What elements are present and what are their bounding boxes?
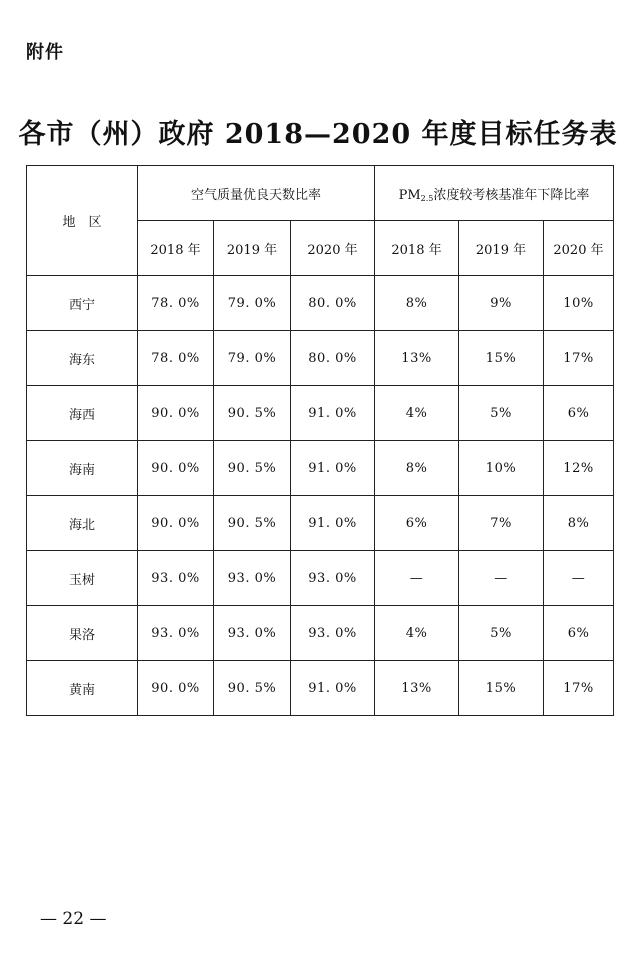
region-name: 海东: [27, 331, 138, 386]
aq-value: 91. 0%: [291, 496, 375, 551]
pm-value: 10%: [544, 276, 614, 331]
air-quality-group-header: 空气质量优良天数比率: [138, 166, 375, 221]
pm-value: 5%: [459, 606, 544, 661]
pm-value: 15%: [459, 331, 544, 386]
aq-value: 90. 5%: [214, 496, 291, 551]
pm-value: 6%: [375, 496, 459, 551]
table-row: [27, 276, 614, 331]
region-name: 黄南: [27, 661, 138, 716]
pm-value: 8%: [375, 276, 459, 331]
aq-value: 91. 0%: [291, 441, 375, 496]
pm-value: 4%: [375, 386, 459, 441]
pm-value: 17%: [544, 661, 614, 716]
aq-value: 93. 0%: [214, 551, 291, 606]
pm-suffix: 浓度较考核基准年下降比率: [433, 187, 590, 203]
year-header-pm-2019: 2019 年: [459, 221, 544, 276]
table-row: [27, 661, 614, 716]
pm-value: —: [544, 551, 614, 606]
aq-value: 90. 0%: [138, 386, 214, 441]
pm-value: 13%: [375, 331, 459, 386]
pm-value: 12%: [544, 441, 614, 496]
aq-value: 90. 5%: [214, 441, 291, 496]
pm25-group-header: [375, 166, 614, 221]
aq-value: 90. 0%: [138, 661, 214, 716]
table-row: [27, 606, 614, 661]
aq-value: 90. 0%: [138, 441, 214, 496]
aq-value: 93. 0%: [291, 551, 375, 606]
region-name: 西宁: [27, 276, 138, 331]
year-header-aq-2018: 2018 年: [138, 221, 214, 276]
table-row: [27, 331, 614, 386]
aq-value: 78. 0%: [138, 276, 214, 331]
aq-value: 93. 0%: [138, 551, 214, 606]
aq-value: 90. 5%: [214, 386, 291, 441]
table-row: [27, 441, 614, 496]
year-header-aq-2019: 2019 年: [214, 221, 291, 276]
pm-value: 17%: [544, 331, 614, 386]
table-row: [27, 386, 614, 441]
table-row: [27, 551, 614, 606]
pm-value: —: [459, 551, 544, 606]
aq-value: 93. 0%: [138, 606, 214, 661]
pm-value: 8%: [544, 496, 614, 551]
aq-value: 90. 0%: [138, 496, 214, 551]
aq-value: 91. 0%: [291, 386, 375, 441]
pm-value: 5%: [459, 386, 544, 441]
pm-prefix: PM: [398, 187, 421, 203]
aq-value: 93. 0%: [214, 606, 291, 661]
region-name: 玉树: [27, 551, 138, 606]
document-title: 各市（州）政府 2018—2020 年度目标任务表: [18, 119, 618, 150]
pm-value: 9%: [459, 276, 544, 331]
targets-table: [26, 165, 614, 716]
pm-subscript: 2.5: [420, 193, 434, 203]
region-name: 果洛: [27, 606, 138, 661]
pm-value: 6%: [544, 606, 614, 661]
aq-value: 79. 0%: [214, 276, 291, 331]
region-column-header: 地 区: [27, 166, 138, 276]
pm-value: 10%: [459, 441, 544, 496]
year-header-pm-2018: 2018 年: [375, 221, 459, 276]
aq-value: 93. 0%: [291, 606, 375, 661]
year-header-pm-2020: 2020 年: [544, 221, 614, 276]
attachment-label: 附件: [26, 42, 64, 63]
table-row: [27, 496, 614, 551]
pm-value: 4%: [375, 606, 459, 661]
aq-value: 90. 5%: [214, 661, 291, 716]
aq-value: 78. 0%: [138, 331, 214, 386]
region-name: 海南: [27, 441, 138, 496]
region-name: 海北: [27, 496, 138, 551]
header-row-groups: [27, 166, 614, 221]
aq-value: 79. 0%: [214, 331, 291, 386]
aq-value: 91. 0%: [291, 661, 375, 716]
pm-value: 13%: [375, 661, 459, 716]
pm-value: 6%: [544, 386, 614, 441]
pm-value: —: [375, 551, 459, 606]
year-header-aq-2020: 2020 年: [291, 221, 375, 276]
aq-value: 80. 0%: [291, 331, 375, 386]
pm-value: 8%: [375, 441, 459, 496]
pm-value: 15%: [459, 661, 544, 716]
page-number: — 22 —: [40, 909, 107, 929]
region-name: 海西: [27, 386, 138, 441]
pm-value: 7%: [459, 496, 544, 551]
aq-value: 80. 0%: [291, 276, 375, 331]
